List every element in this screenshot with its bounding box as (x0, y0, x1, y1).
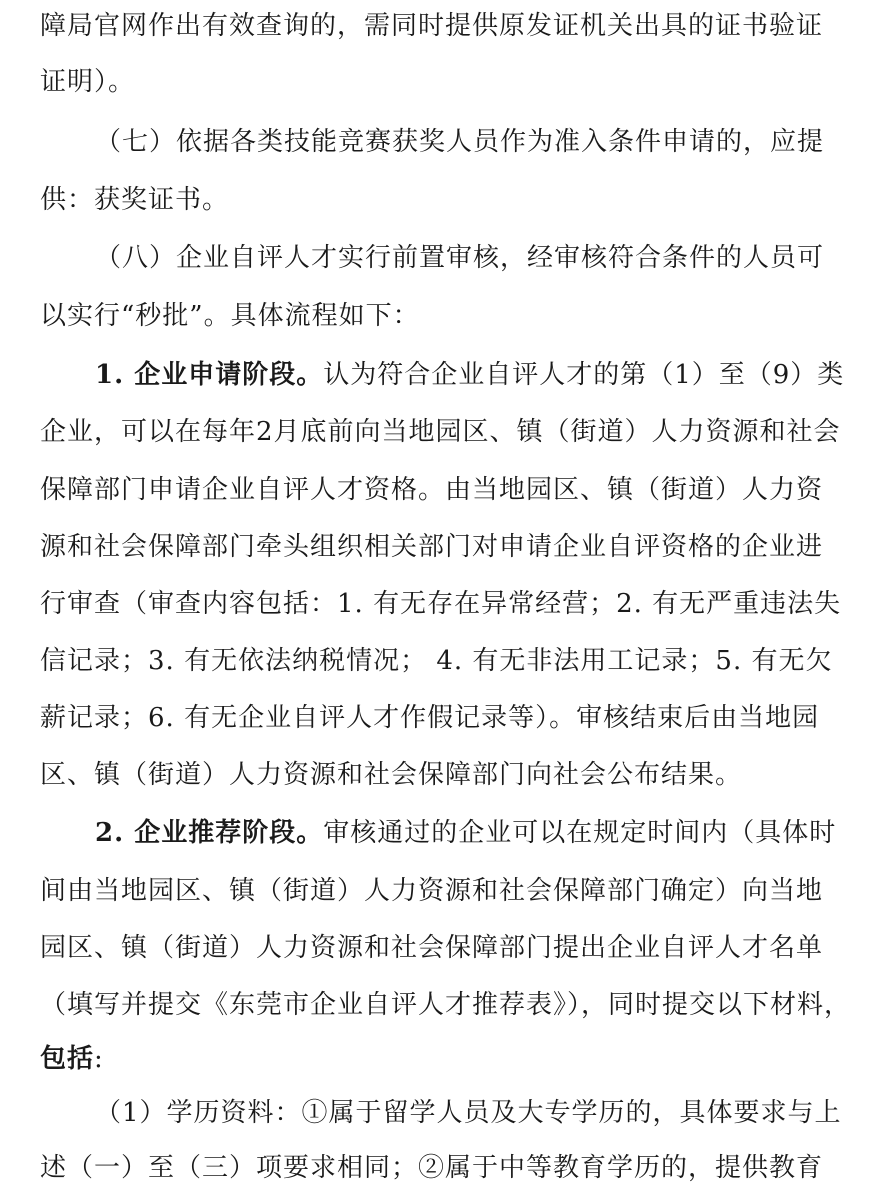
section-heading: 1. 企业申请阶段。 (95, 360, 324, 390)
line-text: 行审查（审查内容包括：1. 有无存在异常经营；2. 有无严重违法失 (40, 589, 842, 619)
paragraph-line (40, 584, 860, 624)
paragraph-line (40, 641, 860, 681)
paragraph-line (40, 985, 860, 1025)
paragraph-line (40, 755, 860, 795)
paragraph-line (40, 62, 860, 102)
line-text: 审核通过的企业可以在规定时间内（具体时 (323, 818, 837, 848)
line-text: 区、镇（街道）人力资源和社会保障部门向社会公布结果。 (40, 760, 743, 790)
paragraph-line (40, 527, 860, 567)
line-text: 障局官网作出有效查询的，需同时提供原发证机关出具的证书验证 (40, 11, 824, 41)
paragraph-line (40, 6, 860, 46)
line-text: （1）学历资料：①属于留学人员及大专学历的，具体要求与上 (95, 1098, 842, 1128)
paragraph-line (40, 871, 860, 911)
line-text: （填写并提交《东莞市企业自评人才推荐表》），同时提交以下材料， (40, 990, 852, 1020)
line-text: 以实行“秒批”。具体流程如下： (40, 301, 420, 331)
line-text: 园区、镇（街道）人力资源和社会保障部门提出企业自评人才名单 (40, 933, 824, 963)
line-text: 企业，可以在每年2月底前向当地园区、镇（街道）人力资源和社会 (40, 417, 841, 447)
line-text: 认为符合企业自评人才的第（1）至（9）类 (323, 360, 845, 390)
section-heading: 2. 企业推荐阶段。 (95, 818, 324, 848)
paragraph-line (40, 1039, 860, 1079)
paragraph-line (40, 296, 860, 336)
paragraph-line (40, 470, 860, 510)
paragraph-line (95, 1093, 860, 1133)
bold-label: 包括 (40, 1044, 95, 1074)
line-text: 间由当地园区、镇（街道）人力资源和社会保障部门确定）向当地 (40, 876, 824, 906)
line-text: 源和社会保障部门牵头组织相关部门对申请企业自评资格的企业进 (40, 532, 824, 562)
paragraph-line (40, 180, 860, 220)
line-text: （八）企业自评人才实行前置审核，经审核符合条件的人员可 (95, 243, 825, 273)
paragraph-line (40, 1148, 860, 1188)
line-text: 薪记录；6. 有无企业自评人才作假记录等）。审核结束后由当地园 (40, 703, 820, 733)
paragraph-line (95, 122, 860, 162)
line-text: 证明）。 (40, 67, 136, 97)
paragraph-line (40, 928, 860, 968)
paragraph-line (40, 412, 860, 452)
paragraph-line (95, 355, 860, 395)
paragraph-line (40, 698, 860, 738)
line-text: 述（一）至（三）项要求相同；②属于中等教育学历的，提供教育 (40, 1153, 824, 1183)
line-text: : (94, 1044, 104, 1074)
line-text: （七）依据各类技能竞赛获奖人员作为准入条件申请的，应提 (95, 127, 825, 157)
paragraph-line (95, 813, 860, 853)
line-text: 信记录；3. 有无依法纳税情况； 4. 有无非法用工记录；5. 有无欠 (40, 646, 833, 676)
line-text: 保障部门申请企业自评人才资格。由当地园区、镇（街道）人力资 (40, 475, 824, 505)
paragraph-line (95, 238, 860, 278)
line-text: 供：获奖证书。 (40, 185, 230, 215)
